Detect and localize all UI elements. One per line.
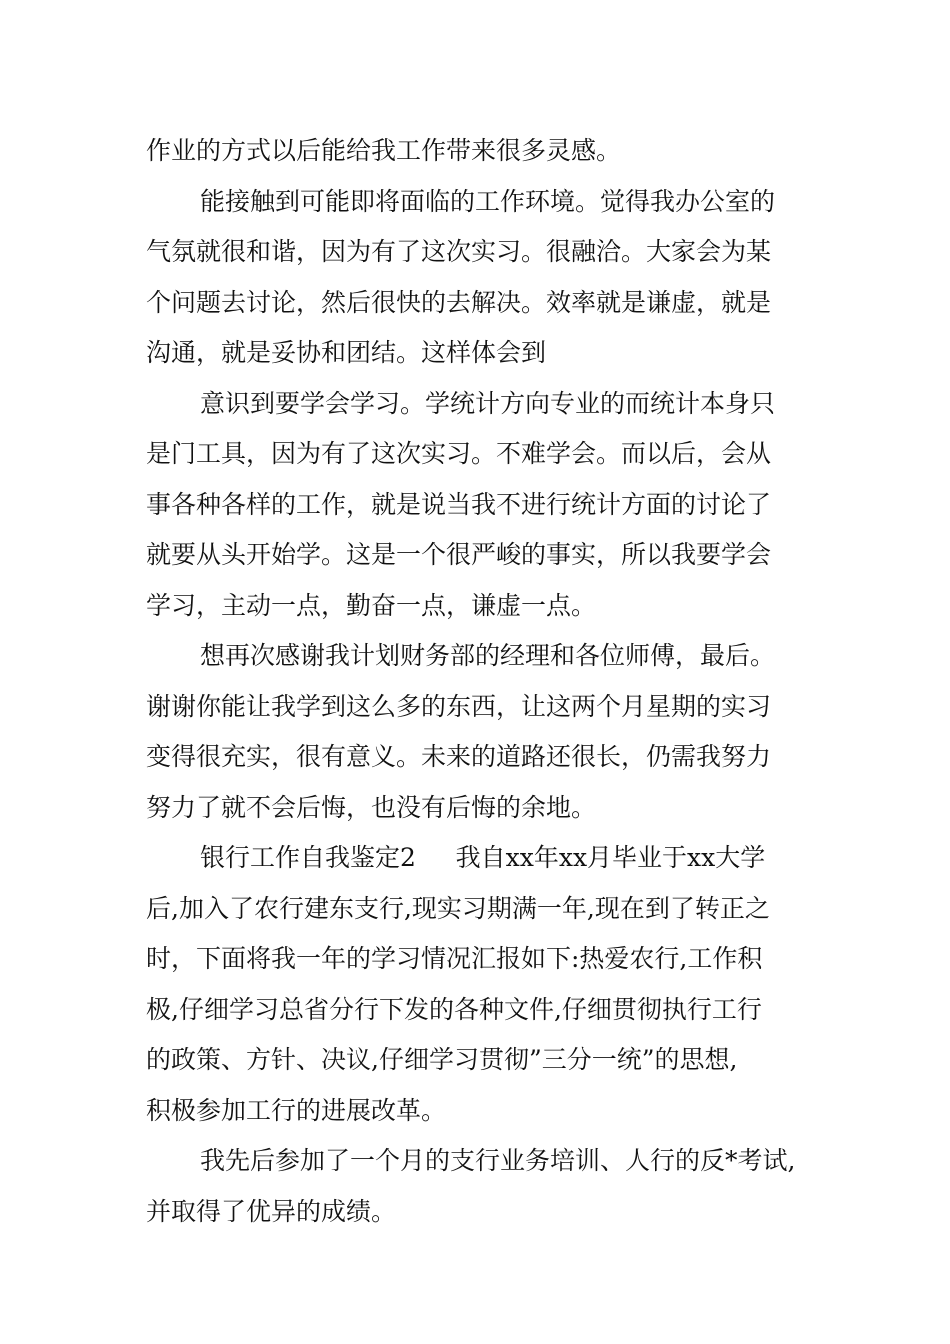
text-line: 我先后参加了一个月的支行业务培训、人行的反*考试, [200, 1146, 796, 1175]
text-line: 就要从头开始学。这是一个很严峻的事实，所以我要学会 [146, 540, 772, 569]
text-line: 谢谢你能让我学到这么多的东西，让这两个月星期的实习 [146, 691, 772, 721]
text-line: 时，下面将我一年的学习情况汇报如下:热爱农行,工作积 [146, 944, 763, 973]
text-line: 沟通，就是妥协和团结。这样体会到 [146, 338, 547, 367]
text-line: 事各种各样的工作，就是说当我不进行统计方面的讨论了 [146, 489, 772, 519]
text-line: 变得很充实，很有意义。未来的道路还很长，仍需我努力 [146, 742, 772, 771]
text-line: 并取得了优异的成绩。 [146, 1196, 397, 1226]
text-line: 积极参加工行的进展改革。 [146, 1095, 447, 1125]
text-line: 作业的方式以后能给我工作带来很多灵感。 [146, 136, 622, 165]
text-line: 气氛就很和谐，因为有了这次实习。很融洽。大家会为某 [146, 237, 772, 266]
text-line: 后,加入了农行建东支行,现实习期满一年,现在到了转正之 [146, 893, 770, 923]
text-line: 的政策、方针、决议,仔细学习贯彻”三分一统”的思想, [146, 1045, 738, 1074]
text-line: 努力了就不会后悔，也没有后悔的余地。 [146, 792, 597, 822]
text-line: 能接触到可能即将面临的工作环境。觉得我办公室的 [200, 186, 776, 216]
text-line: 是门工具，因为有了这次实习。不难学会。而以后，会从 [146, 439, 772, 468]
document-body [146, 126, 816, 1237]
text-line: 个问题去讨论，然后很快的去解决。效率就是谦虚，就是 [146, 287, 772, 317]
text-line: 意识到要学会学习。学统计方向专业的而统计本身只 [200, 388, 776, 418]
text-line: 银行工作自我鉴定2 我自xx年xx月毕业于xx大学 [200, 843, 766, 872]
text-line: 极,仔细学习总省分行下发的各种文件,仔细贯彻执行工行 [146, 994, 762, 1024]
text-line: 学习，主动一点，勤奋一点，谦虚一点。 [146, 590, 597, 620]
text-line: 想再次感谢我计划财务部的经理和各位师傅，最后。 [200, 641, 776, 670]
